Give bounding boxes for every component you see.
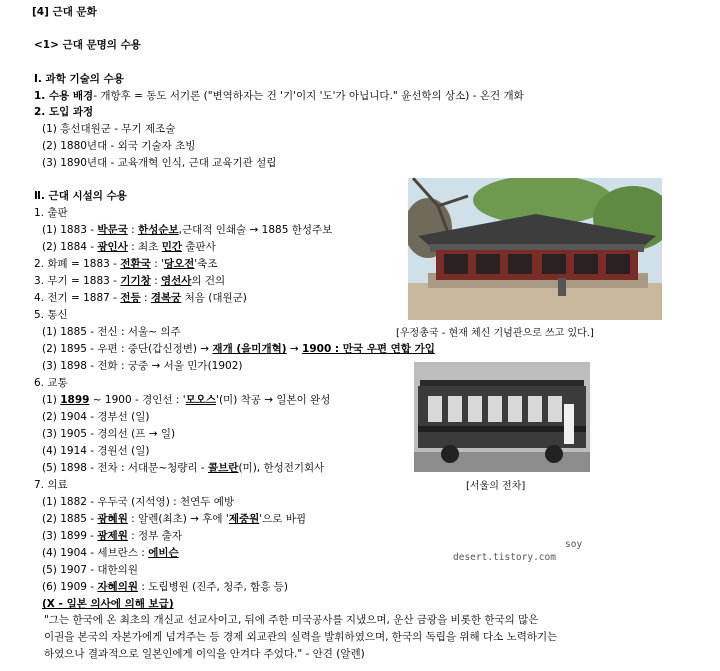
item1-text: - 개항후 = 동도 서기론 ("변역하자는 건 '기'이지 '도'가 아닙니다." 윤선학의 상소) - 온건 개화 [93,90,524,102]
section-title: [4] 근대 문화 [32,6,97,18]
comm-line-2: (2) 1895 - 우편 : 중단(갑신정변) → 재개 (을미개혁) → 1900 : 만국 우편 연합 가입 [42,343,435,355]
med-line-1: (1) 1882 - 우두국 (지석영) : 천연두 예방 [42,496,235,508]
part1-item2-label: 2. 도입 과정 [34,106,94,118]
trans-line-4: (4) 1914 - 경원선 (일) [42,445,150,457]
comm-label: 5. 통신 [34,309,68,321]
med-line-6: (6) 1909 - 자혜의원 : 도립병원 (진주, 청주, 함흥 등) [42,581,288,593]
part1-item2-line: (2) 1880년대 - 외국 기술자 초빙 [42,140,196,152]
pub-label: 1. 출판 [34,207,68,219]
pub-line-2: (2) 1884 - 광인사 : 최초 민간 출판사 [42,241,216,253]
trans-line-2: (2) 1904 - 경부선 (일) [42,411,150,423]
med-label: 7. 의료 [34,479,68,491]
med-note: (X - 일본 의사에 의해 보급) [42,598,174,610]
med-line-3: (3) 1899 - 광제원 : 정부 출자 [42,530,182,542]
med-line-2: (2) 1885 - 광혜원 : 알렌(최초) → 후에 '제중원'으로 바뀜 [42,513,307,525]
part1-item2-line: (3) 1890년대 - 교육개혁 인식, 근대 교육기관 설립 [42,157,277,169]
item1-label: 1. 수용 배경 [34,90,94,102]
tram-photo [414,362,590,472]
arms-line: 3. 무기 = 1883 - 기기창 : 영선사의 건의 [34,275,226,287]
part1-heading: Ⅰ. 과학 기술의 수용 [34,73,124,85]
part1-item1 [34,90,524,103]
sub-title: <1> 근대 문명의 수용 [34,39,141,51]
part2-heading: Ⅱ. 근대 시설의 수용 [34,190,127,202]
pub-line-1: (1) 1883 - 박문국 : 한성순보,근대적 인쇄술 → 1885 한성주보 [42,224,333,236]
post-office-photo [408,178,662,320]
post-office-caption: [우정총국 - 현재 체신 기념관으로 쓰고 있다.] [396,328,594,339]
mint-line: 2. 화폐 = 1883 - 전환국 : '당오전'축조 [34,258,218,270]
quote-line-2: 이권을 본국의 자본가에게 넘겨주는 등 경제 외교관의 실력을 발휘하였으며, 한국의 독립을 위해 다소 노력하기는 [44,631,558,643]
tram-caption: [서울의 전차] [466,481,526,492]
trans-label: 6. 교통 [34,377,68,389]
comm-line-3: (3) 1898 - 전화 : 궁중 → 서울 민가(1902) [42,360,243,372]
med-line-4: (4) 1904 - 세브란스 : 에비슨 [42,547,179,559]
comm-line-1: (1) 1885 - 전신 : 서울~ 의주 [42,326,181,338]
trans-line-3: (3) 1905 - 경의선 (프 → 일) [42,428,176,440]
med-line-5: (5) 1907 - 대한의원 [42,564,138,576]
quote-line-1: "그는 한국에 온 최초의 개신교 선교사이고, 뒤에 주한 미국공사를 지냈으며, 운산 금광을 비롯한 한국의 많은 [44,614,539,626]
part1-item2-line: (1) 흥선대원군 - 무기 제조술 [42,123,176,135]
quote-line-3: 하였으나 결과적으로 일본인에게 이익을 안겨다 주었다." - 안견 (알렌) [44,648,365,660]
trans-line-1: (1) 1899 ~ 1900 - 경인선 : '모오스'(미) 착공 → 일본이 완성 [42,394,331,406]
trans-line-5: (5) 1898 - 전차 : 서대문~청량리 - 콜브란(미), 한성전기회사 [42,462,325,474]
watermark-line-2: desert.tistory.com [453,552,556,563]
watermark-line-1: soy [565,539,583,550]
elec-line: 4. 전기 = 1887 - 전등 : 경복궁 처음 (대원군) [34,292,247,304]
